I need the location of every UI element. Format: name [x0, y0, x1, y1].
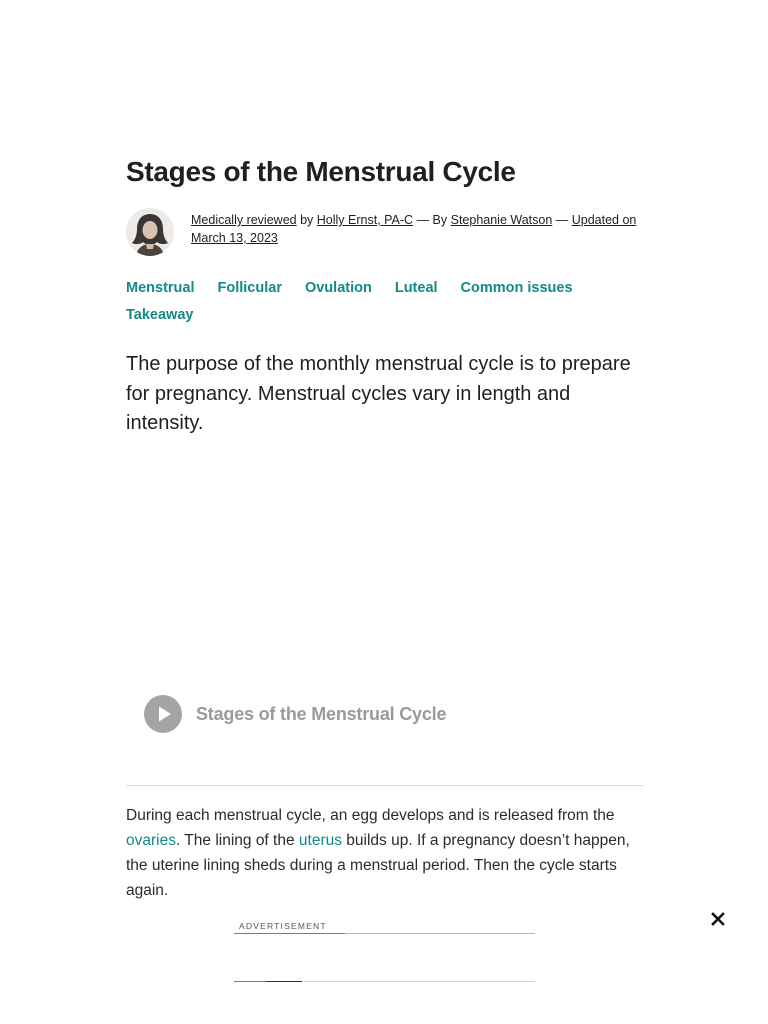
body-paragraph	[126, 803, 644, 903]
body-text-segment: builds up. If a pregnancy doesn’t happen, the uterine lining sheds during a menstrual period. Then the cycle starts again.	[126, 832, 630, 899]
video-title: Stages of the Menstrual Cycle	[196, 703, 447, 724]
close-ad-button[interactable]	[709, 910, 727, 928]
toc-link-ovulation[interactable]: Ovulation	[304, 280, 372, 296]
table-of-contents	[126, 278, 586, 326]
author-link[interactable]: Stephanie Watson	[450, 213, 553, 227]
play-icon	[144, 695, 182, 733]
author-avatar	[126, 208, 174, 256]
byline-text	[191, 211, 644, 247]
ad-progress-fill	[234, 933, 345, 934]
intro-paragraph: The purpose of the monthly menstrual cycle is to prepare for pregnancy. Menstrual cycles vary in length and intensity.	[126, 353, 631, 434]
body-text-segment: . The lining of the	[175, 832, 299, 849]
toc-link-takeaway[interactable]: Takeaway	[126, 307, 194, 323]
page-title: Stages of the Menstrual Cycle	[126, 156, 516, 187]
ad-progress-bar	[234, 933, 535, 934]
toc-link-luteal[interactable]: Luteal	[394, 280, 438, 296]
toc-link-menstrual[interactable]: Menstrual	[126, 280, 195, 296]
ovaries-link[interactable]: ovaries	[126, 832, 176, 849]
video-player[interactable]	[144, 695, 446, 733]
byline-by: by	[296, 213, 317, 227]
ad-rule-accent	[234, 981, 266, 982]
byline	[126, 208, 644, 256]
ad-bottom-rule	[234, 981, 535, 982]
play-button[interactable]	[144, 695, 182, 733]
byline-separator-2: —	[552, 213, 572, 227]
advertisement-slot	[234, 920, 535, 934]
toc-link-common-issues[interactable]: Common issues	[460, 280, 573, 296]
uterus-link[interactable]: uterus	[298, 832, 342, 849]
body-text-segment: During each menstrual cycle, an egg develops and is released from the	[126, 807, 615, 824]
medically-reviewed-link[interactable]: Medically reviewed	[191, 213, 297, 227]
article-header	[126, 152, 644, 459]
advertisement-label: ADVERTISEMENT	[239, 921, 327, 931]
ad-rule-segment	[266, 981, 302, 982]
byline-separator: — By	[413, 213, 451, 227]
close-icon	[709, 910, 727, 928]
avatar-portrait-icon	[126, 208, 174, 256]
section-divider	[126, 785, 644, 786]
reviewer-link[interactable]: Holly Ernst, PA-C	[316, 213, 414, 227]
updated-date-link[interactable]: Updated on March 13, 2023	[191, 213, 637, 245]
toc-link-follicular[interactable]: Follicular	[217, 280, 282, 296]
